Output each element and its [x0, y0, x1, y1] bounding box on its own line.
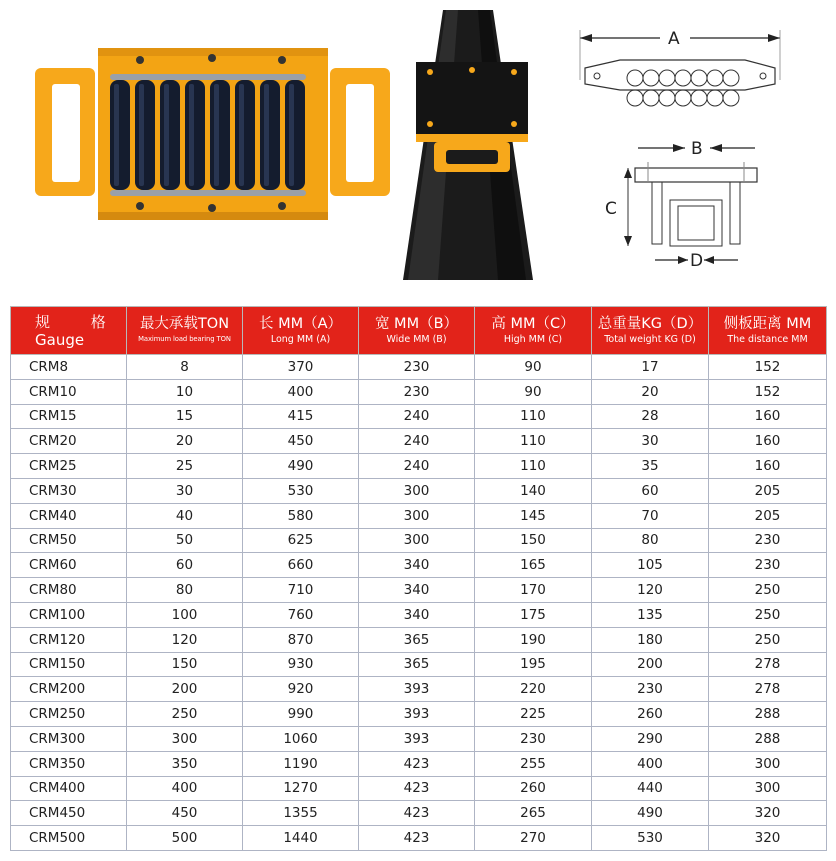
cell-weight: 530 [592, 826, 709, 851]
cell-max-load: 100 [127, 602, 243, 627]
cell-weight: 60 [592, 478, 709, 503]
cell-weight: 35 [592, 454, 709, 479]
cell-length: 400 [243, 379, 359, 404]
cell-weight: 120 [592, 578, 709, 603]
cell-distance: 300 [709, 776, 827, 801]
cell-weight: 105 [592, 553, 709, 578]
cell-height: 230 [475, 726, 592, 751]
cell-distance: 230 [709, 553, 827, 578]
cell-gauge: CRM8 [11, 355, 127, 380]
table-row [11, 652, 827, 677]
cell-height: 190 [475, 627, 592, 652]
cell-distance: 250 [709, 602, 827, 627]
cell-distance: 278 [709, 652, 827, 677]
cell-length: 530 [243, 478, 359, 503]
cell-gauge: CRM20 [11, 429, 127, 454]
cell-height: 220 [475, 677, 592, 702]
cell-gauge: CRM50 [11, 528, 127, 553]
cell-weight: 17 [592, 355, 709, 380]
cell-length: 920 [243, 677, 359, 702]
cell-weight: 20 [592, 379, 709, 404]
cell-length: 490 [243, 454, 359, 479]
cell-height: 270 [475, 826, 592, 851]
cell-weight: 440 [592, 776, 709, 801]
cell-width: 240 [359, 454, 475, 479]
cell-height: 110 [475, 454, 592, 479]
cell-length: 1440 [243, 826, 359, 851]
cell-height: 260 [475, 776, 592, 801]
cell-distance: 152 [709, 355, 827, 380]
cell-max-load: 350 [127, 751, 243, 776]
cell-max-load: 30 [127, 478, 243, 503]
length-diagram [575, 20, 790, 120]
cell-width: 230 [359, 355, 475, 380]
cell-gauge: CRM120 [11, 627, 127, 652]
table-row [11, 404, 827, 429]
cell-max-load: 40 [127, 503, 243, 528]
header-weight: 总重量KG（D） Total weight KG (D) [592, 307, 709, 355]
cell-length: 1270 [243, 776, 359, 801]
cell-max-load: 8 [127, 355, 243, 380]
cell-gauge: CRM400 [11, 776, 127, 801]
cell-weight: 400 [592, 751, 709, 776]
cell-distance: 250 [709, 627, 827, 652]
product-images [0, 0, 836, 300]
cell-gauge: CRM15 [11, 404, 127, 429]
cell-width: 423 [359, 751, 475, 776]
cell-max-load: 450 [127, 801, 243, 826]
cell-width: 340 [359, 553, 475, 578]
cell-max-load: 300 [127, 726, 243, 751]
cell-gauge: CRM250 [11, 702, 127, 727]
table-row [11, 776, 827, 801]
table-row [11, 379, 827, 404]
cell-height: 175 [475, 602, 592, 627]
cell-weight: 30 [592, 429, 709, 454]
cell-distance: 152 [709, 379, 827, 404]
cell-max-load: 25 [127, 454, 243, 479]
label-d: D [690, 251, 704, 270]
cell-width: 340 [359, 602, 475, 627]
cell-height: 195 [475, 652, 592, 677]
table-row [11, 578, 827, 603]
cell-height: 110 [475, 429, 592, 454]
cell-length: 1060 [243, 726, 359, 751]
cell-max-load: 150 [127, 652, 243, 677]
cell-width: 230 [359, 379, 475, 404]
cell-width: 240 [359, 429, 475, 454]
header-distance: 侧板距离 MM The distance MM [709, 307, 827, 355]
table-row [11, 429, 827, 454]
roller-top-view-photo [30, 40, 395, 230]
cell-length: 710 [243, 578, 359, 603]
cell-gauge: CRM300 [11, 726, 127, 751]
cell-length: 1355 [243, 801, 359, 826]
cell-width: 393 [359, 702, 475, 727]
cell-height: 255 [475, 751, 592, 776]
cell-max-load: 20 [127, 429, 243, 454]
cell-length: 660 [243, 553, 359, 578]
cell-distance: 160 [709, 404, 827, 429]
cell-height: 150 [475, 528, 592, 553]
cell-max-load: 80 [127, 578, 243, 603]
cell-length: 625 [243, 528, 359, 553]
table-row [11, 355, 827, 380]
cell-gauge: CRM500 [11, 826, 127, 851]
cell-width: 423 [359, 801, 475, 826]
table-row [11, 503, 827, 528]
cell-gauge: CRM450 [11, 801, 127, 826]
cell-max-load: 500 [127, 826, 243, 851]
table-row [11, 751, 827, 776]
label-c: C [605, 199, 617, 219]
cell-max-load: 50 [127, 528, 243, 553]
cell-length: 760 [243, 602, 359, 627]
cell-distance: 205 [709, 503, 827, 528]
cell-weight: 230 [592, 677, 709, 702]
cell-gauge: CRM10 [11, 379, 127, 404]
cell-distance: 320 [709, 826, 827, 851]
cell-height: 90 [475, 379, 592, 404]
cell-height: 265 [475, 801, 592, 826]
cell-length: 870 [243, 627, 359, 652]
cell-weight: 180 [592, 627, 709, 652]
cell-width: 393 [359, 677, 475, 702]
table-row [11, 454, 827, 479]
label-a: A [668, 29, 680, 49]
cell-width: 300 [359, 528, 475, 553]
table-row [11, 627, 827, 652]
cell-weight: 28 [592, 404, 709, 429]
cell-max-load: 250 [127, 702, 243, 727]
roller-side-view-photo [398, 10, 538, 290]
cell-distance: 160 [709, 454, 827, 479]
cell-max-load: 10 [127, 379, 243, 404]
cross-section-diagram [600, 140, 785, 270]
cell-gauge: CRM30 [11, 478, 127, 503]
spec-table [10, 306, 827, 851]
cell-height: 110 [475, 404, 592, 429]
cell-width: 300 [359, 503, 475, 528]
table-row [11, 826, 827, 851]
cell-gauge: CRM80 [11, 578, 127, 603]
cell-gauge: CRM150 [11, 652, 127, 677]
cell-height: 140 [475, 478, 592, 503]
cell-length: 580 [243, 503, 359, 528]
cell-max-load: 400 [127, 776, 243, 801]
cell-height: 170 [475, 578, 592, 603]
cell-height: 90 [475, 355, 592, 380]
cell-gauge: CRM100 [11, 602, 127, 627]
header-length: 长 MM（A） Long MM (A) [243, 307, 359, 355]
cell-weight: 490 [592, 801, 709, 826]
cell-height: 225 [475, 702, 592, 727]
cell-max-load: 15 [127, 404, 243, 429]
cell-gauge: CRM200 [11, 677, 127, 702]
table-row [11, 553, 827, 578]
cell-width: 393 [359, 726, 475, 751]
cell-weight: 135 [592, 602, 709, 627]
cell-width: 240 [359, 404, 475, 429]
cell-distance: 205 [709, 478, 827, 503]
cell-max-load: 200 [127, 677, 243, 702]
header-width: 宽 MM（B） Wide MM (B) [359, 307, 475, 355]
table-row [11, 528, 827, 553]
table-header-row [11, 307, 827, 355]
cell-distance: 320 [709, 801, 827, 826]
cell-gauge: CRM40 [11, 503, 127, 528]
cell-gauge: CRM350 [11, 751, 127, 776]
cell-height: 165 [475, 553, 592, 578]
cell-distance: 300 [709, 751, 827, 776]
cell-distance: 250 [709, 578, 827, 603]
cell-length: 930 [243, 652, 359, 677]
table-row [11, 801, 827, 826]
cell-length: 415 [243, 404, 359, 429]
cell-weight: 260 [592, 702, 709, 727]
cell-weight: 290 [592, 726, 709, 751]
cell-weight: 70 [592, 503, 709, 528]
cell-length: 450 [243, 429, 359, 454]
label-b: B [691, 140, 703, 159]
cell-distance: 288 [709, 702, 827, 727]
cell-weight: 200 [592, 652, 709, 677]
table-row [11, 677, 827, 702]
cell-width: 300 [359, 478, 475, 503]
cell-max-load: 120 [127, 627, 243, 652]
cell-distance: 230 [709, 528, 827, 553]
cell-weight: 80 [592, 528, 709, 553]
table-row [11, 726, 827, 751]
cell-width: 365 [359, 652, 475, 677]
cell-gauge: CRM25 [11, 454, 127, 479]
cell-width: 340 [359, 578, 475, 603]
table-row [11, 702, 827, 727]
cell-height: 145 [475, 503, 592, 528]
header-gauge: 规 格 Gauge [11, 307, 127, 355]
header-max-load: 最大承载TON Maximum load bearing TON [127, 307, 243, 355]
cell-length: 370 [243, 355, 359, 380]
cell-distance: 278 [709, 677, 827, 702]
cell-length: 990 [243, 702, 359, 727]
table-row [11, 602, 827, 627]
cell-max-load: 60 [127, 553, 243, 578]
cell-distance: 288 [709, 726, 827, 751]
cell-width: 423 [359, 826, 475, 851]
cell-width: 365 [359, 627, 475, 652]
cell-gauge: CRM60 [11, 553, 127, 578]
header-height: 高 MM（C） High MM (C) [475, 307, 592, 355]
cell-length: 1190 [243, 751, 359, 776]
table-row [11, 478, 827, 503]
cell-distance: 160 [709, 429, 827, 454]
table-body [11, 355, 827, 851]
cell-width: 423 [359, 776, 475, 801]
